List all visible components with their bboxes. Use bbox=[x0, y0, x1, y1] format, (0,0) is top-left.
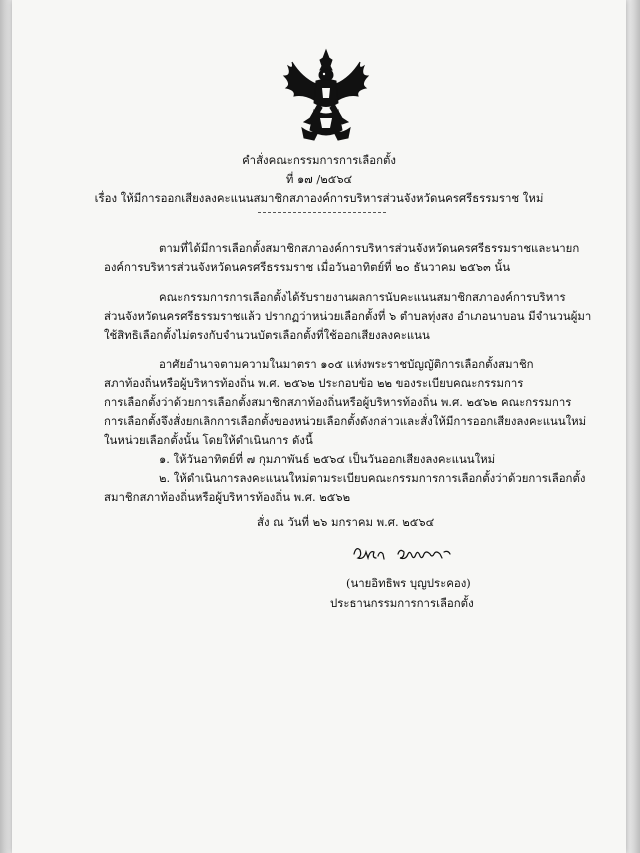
document-page bbox=[12, 0, 626, 853]
garuda-emblem-icon bbox=[280, 48, 372, 143]
order-number: ที่ ๑๗ /๒๕๖๔ bbox=[285, 172, 353, 186]
paragraph-3-line-4: การเลือกตั้งจึงสั่งยกเลิกการเลือกตั้งของหน่วยเลือกตั้งดังกล่าวและสั่งให้มีการออกเสียงลงคะแนนใหม่ bbox=[104, 414, 587, 428]
list-item-2-line-2: สมาชิกสภาท้องถิ่นหรือผู้บริหารท้องถิ่น พ.ศ. ๒๕๖๒ bbox=[104, 490, 351, 504]
title-divider bbox=[258, 212, 386, 213]
order-subject: เรื่อง ให้มีการออกเสียงลงคะแนนสมาชิกสภาองค์การบริหารส่วนจังหวัดนครศรีธรรมราช ใหม่ bbox=[94, 191, 544, 205]
list-item-2-line-1: ๒. ให้ดำเนินการลงคะแนนใหม่ตามระเบียบคณะกรรมการการเลือกตั้งว่าด้วยการเลือกตั้ง bbox=[159, 471, 586, 485]
paragraph-2-line-3: ใช้สิทธิเลือกตั้งไม่ตรงกับจำนวนบัตรเลือกตั้งที่ใช้ออกเสียงลงคะแนน bbox=[104, 328, 430, 342]
paragraph-3-line-1: อาศัยอำนาจตามความในมาตรา ๑๐๕ แห่งพระราชบัญญัติการเลือกตั้งสมาชิก bbox=[159, 357, 534, 371]
signer-name: (นายอิทธิพร บุญประคอง) bbox=[346, 576, 471, 590]
list-item-1: ๑. ให้วันอาทิตย์ที่ ๗ กุมภาพันธ์ ๒๕๖๔ เป็นวันออกเสียงลงคะแนนใหม่ bbox=[159, 452, 496, 466]
paragraph-2-line-2: ส่วนจังหวัดนครศรีธรรมราชแล้ว ปรากฏว่าหน่วยเลือกตั้งที่ ๖ ตำบลทุ่งสง อำเภอนาบอน มีจำนวนผู้มา bbox=[104, 309, 592, 323]
paragraph-3-line-3: การเลือกตั้งว่าด้วยการเลือกตั้งสมาชิกสภาท้องถิ่นหรือผู้บริหารท้องถิ่น พ.ศ. ๒๕๖๒ คณะกรรมการ bbox=[104, 395, 572, 409]
paragraph-2-line-1: คณะกรรมการการเลือกตั้งได้รับรายงานผลการนับคะแนนสมาชิกสภาองค์การบริหาร bbox=[159, 290, 566, 304]
paragraph-3-line-2: สภาท้องถิ่นหรือผู้บริหารท้องถิ่น พ.ศ. ๒๕๖๒ ประกอบข้อ ๒๒ ของระเบียบคณะกรรมการ bbox=[104, 376, 524, 390]
paragraph-3-line-5: ในหน่วยเลือกตั้งนั้น โดยให้ดำเนินการ ดังนี้ bbox=[104, 433, 313, 447]
signer-title: ประธานกรรมการการเลือกตั้ง bbox=[330, 596, 474, 610]
order-title: คำสั่งคณะกรรมการการเลือกตั้ง bbox=[242, 153, 396, 167]
paragraph-1-line-1: ตามที่ได้มีการเลือกตั้งสมาชิกสภาองค์การบริหารส่วนจังหวัดนครศรีธรรมราชและนายก bbox=[159, 241, 580, 255]
handwritten-signature bbox=[350, 540, 462, 574]
order-date: สั่ง ณ วันที่ ๒๖ มกราคม พ.ศ. ๒๕๖๔ bbox=[257, 515, 435, 529]
paragraph-1-line-2: องค์การบริหารส่วนจังหวัดนครศรีธรรมราช เมื่อวันอาทิตย์ที่ ๒๐ ธันวาคม ๒๕๖๓ นั้น bbox=[104, 260, 510, 274]
